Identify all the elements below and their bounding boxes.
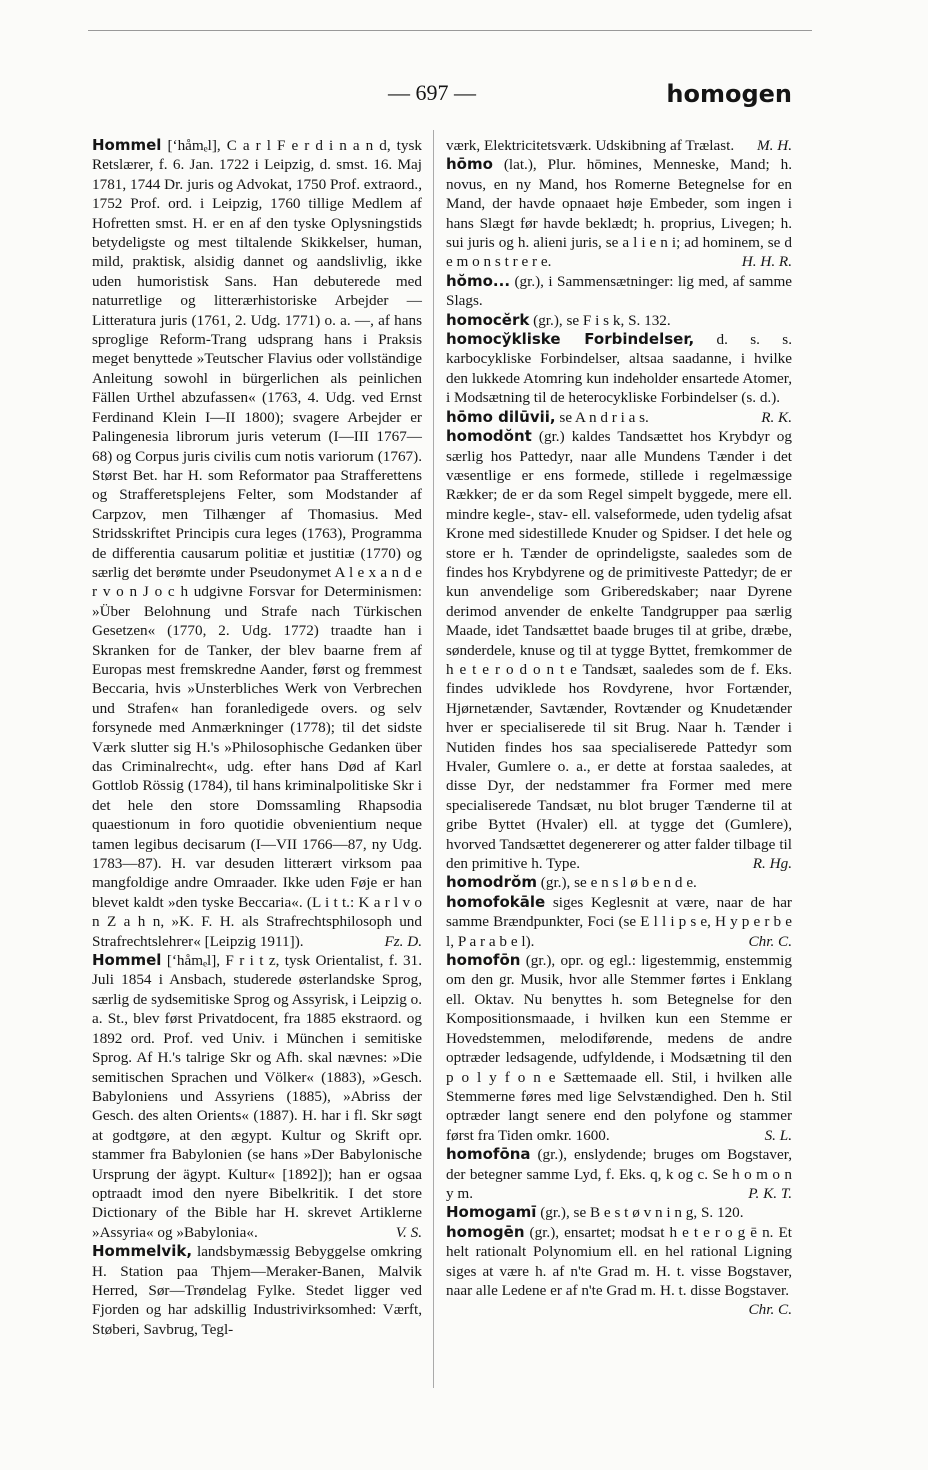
entry-homofona [446,1145,792,1203]
entry-hommel-fritz [92,951,422,1242]
entry-hommel-carl [92,136,422,951]
entry-homodont [446,427,792,873]
entry-text: (gr.), se F i s k, S. 132. [529,311,671,329]
entry-homodrom [446,873,792,892]
entry-text: [ʻhåmₑl], C a r l F e r d i n a n d, tysk Retslærer, f. 6. Jan. 1722 i Leipzig, d. smst. 16. Maj 1781, 1744 Dr. juris og Advokat, 1750 Prof. extraord., 1752 Prof. ord. i Leipzig, 1760 tillige Medlem af Hofretten smst. H. er en af den tyske Oplysningstids betydeligste og mest tiltalende Skikkelser, human, mild, praktisk, alsidig dannet og aandslivlig, ikke uden humoristisk Sans. Han debuterede med naturretlige og litterærhistoriske Arbejder — Litteratura juris (1761, 2. Udg. 1771) o. a. —, af hans sproglige Reform-Trang udsprang hans i Praksis meget benyttede »Teutscher Flavius oder vollständige Anleitung sowohl in bürgerlichen als peinlichen Fällen Urthel abzufassen« (1763, 4. Udg. ved Ernst Ferdinand Klein I—II 1800); svagere Arbejder er Palingenesia librorum juris veterum (I—III 1767—68) og Corpus juris civilis cum notis variorum (1767). Størst Bet. har H. som Reformator paa Strafferettens og Strafferetsplejens Felter, som Modstander af Carpzov, men Tilhænger af Thomasius. Med Stridsskriftet Principis cura leges (1763), Programma de differentia causarum politiæ et justitiæ (1770) og særlig det berømte under Pseudonymet A l e x a n d e r v o n J o c h udgivne Forsvar for Determinismen: »Über Belohnung und Strafe nach Türkischen Gesetzen« (1770, 2. Udg. 1772) traadte han i Skranken for de Tanker, der blev baarne frem af Europas mest fremskredne Aander, først og fremmest Beccaria, hvis »Unsterbliches Werk von Verbrechen und Strafen« han foranledigede overs. og selv forsynede med Anmærkninger (1778); til det sidste Værk slutter sig H.'s »Philosophische Gedanken über das Criminalrecht«, udg. efter hans Død af Karl Gottlob Rössig (1784), til hans kriminalpolitiske Skr i det hele den store Domssamling Rhapsodia quaestionum in foro quotidie obvenientium neque tamen legibus decisarum (I—VII 1766—87, ny Udg. 1783—87). H. var desuden litterært virksom paa mangfoldige andre Omraader. Ikke uden Føje er han blevet kaldt »den tyske Beccaria«. (L i t t.: K a r l v o n Z a h n, »K. F. H. als Strafrechtsphilosoph und Strafrechtslehrer« [Leipzig 1911]). [92,137,422,950]
headword: homogēn [446,1222,525,1241]
entry-text: se A n d r i a s. [555,408,649,426]
author-signature: V. S. [395,1223,422,1241]
top-rule [88,30,812,31]
headword: homocўkliske Forbindelser, [446,330,695,349]
author-signature: P. K. T. [748,1184,792,1202]
headword: Hommel [92,136,162,154]
entry-homofon [446,951,792,1145]
headword: Hommelvik, [92,1242,193,1261]
entry-text: [ʻhåmₑl], F r i t z, tysk Orientalist, f. 31. Juli 1854 i Ansbach, studerede østerlandske Sprog, særlig de sydsemitiske Sprog og Assyrisk, i Leipzig o. a. St., blev først Privatdocent, fra 1885 ekstraord. og 1892 ord. Prof. ved Univ. i München i semitiske Sprog. Af H.'s talrige Skr og Afh. skal nævnes: »Die semitischen Sprachen und Völker« (1883), »Gesch. Babyloniens und Assyriens (1885), »Abriss der Gesch. des alten Orients« (1887). H. har i fl. Skr søgt at godtgøre, at den ægypt. Kultur og Skrift opr. stammer fra Babylonien (se hans »Der Babylonische Ursprung der ägypt. Kultur« [1892]); han er ogsaa optraadt imod den nyere Bibelkritik. I det store Dictionary of the Bible har H. skrevet Artiklerne »Assyria« og »Babylonia«. [92,952,422,1241]
headword: homofōn [446,951,521,970]
entry-text: landsbymæssig Bebyggelse omkring H. Station paa Thjem—Meraker-Banen, Malvik Herred, Sør—Trøndelag Fylke. Stedet ligger ved Fjorden og har adskillig Industrivirksomhed: Værft, Støberi, Savbrug, Tegl- [92,1243,422,1338]
entry-text: (gr.) kaldes Tandsættet hos Krybdyr og særlig hos Pattedyr, naar alle Mundens Tænder i det væsentlige er ens formede, stillede i regelmæssige Rækker; de er da som Regel simpelt byggede, mere ell. mindre kegle-, stav- ell. valseformede, uden tydelig afsat Krone med sidestillede Knuder og Spidser. I det hele og store er h. Tænder de oprindeligste, saaledes som de findes hos Krybdyrene og de primitiveste Pattedyr; de er kun anvendelige som Griberedskaber; naar Dyrene derimod anvender de enkelte Tandgrupper paa særlig Maade, idet Tandsættet baade bruges til at gribe, dræbe, sønderdele, knuse og til at tygge Byttet, fremkommer de h e t e r o d o n t e Tandsæt, saaledes som de f. Eks. findes udviklede hos Rovdyrene, hvor Fortænder, Hjørnetænder, Savtænder, Rovtænder og Knudetænder hver er specialiserede til sit Brug. Naar h. Tænder i Nutiden findes hos saa specialiserede Pattedyr som Hvaler, Gumlere o. a., er dette at forstaa saaledes, at disse Dyr, der nedstammer fra Former med mere specialiserede Tandsæt, nu blot bruger Tænderne til at gribe Byttet (Hvaler) ell. at tygge det (Gumlere), hvorved Tandsættet degenererer og atter falder tilbage til den primitive h. Type. [446,428,792,873]
entry-homo [446,155,792,271]
entry-hommelvik [92,1242,422,1339]
entry-text: (gr.), se B e s t ø v n i n g, S. 120. [536,1204,744,1222]
headword: homodrŏm [446,873,537,892]
headword: homofōna [446,1145,531,1164]
entry-homogami [446,1203,792,1222]
entry-text: (gr.), enslydende; bruges om Bogstaver, der betegner samme Lyd, f. Eks. q, k og c. Se h o m o n y m. [446,1146,792,1202]
entry-homofokale [446,893,792,951]
author-signature: M. H. [756,137,792,154]
author-signature: R. K. [761,408,792,426]
left-column [92,136,422,1339]
running-head: homogen [666,80,792,108]
entry-text: (lat.), Plur. hōmines, Menneske, Mand; h. novus, en ny Mand, hos Romerne Betegnelse for en Mand, der havde opnaaet høje Embeder, som ingen i hans Slægt før havde beklædt; h. proprius, Livegen; h. sui juris og h. alieni juris, se a l i e n i; ad hominem, se d e m o n s t r e r e. [446,156,792,271]
author-signature: S. L. [764,1126,792,1144]
author-signature: Fz. D. [384,932,422,950]
entry-text: siges Keglesnit at være, naar de har samme Brændpunkter, Foci (se E l l i p s e, H y p e r b e l, P a r a b e l). [446,893,792,950]
page-header [0,80,928,110]
entry-text: (gr.), i Sammensætninger: lig med, af samme Slags. [446,272,792,310]
entry-text: d. s. s. karbocykliske Forbindelser, altsaa saadanne, i hvilke den lukkede Atomring kun indeholder ensartede Atomer, i Modsætning til de heterocykliske Forbindelser (s. d.). [446,331,792,407]
entry-homogen [446,1222,792,1319]
headword: hōmo [446,155,493,174]
entry-homo-prefix [446,272,792,311]
headword: hōmo dilūvii, [446,407,556,426]
page-number: — 697 — [388,80,476,105]
entry-text: (gr.), se e n s l ø b e n d e. [537,874,697,892]
entry-homo-diluvii [446,408,792,427]
entry-text: værk, Elektricitetsværk. Udskibning af Trælast. [446,137,735,154]
column-divider [433,130,434,1388]
author-signature: Chr. C. [748,932,792,950]
headword: homofokāle [446,892,546,911]
headword: homocĕrk [446,310,530,329]
entry-homocerk [446,311,792,330]
headword: Hommel [92,951,162,970]
right-column [446,136,792,1320]
entry-text: (gr.), ensartet; modsat h e t e r o g ē n. Et helt rationalt Polynomium ell. en hel rational Ligning siges at være h. af n'te Grad m. H. t. visse Bogstaver, naar alle Ledene er af n'te Grad m. H. t. disse Bogstaver. [446,1223,792,1299]
author-signature: R. Hg. [752,855,792,873]
entry-text: (gr.), opr. og egl.: ligestemmig, enstemmig om den gr. Musik, hvor alle Stemmer førtes i Enklang ell. Oktav. Nu benyttes h. som Betegnelse for den Kompositionsmaade, i hvilken kun een Stemme er Hovedstemmen, melodiførende, medens de andre optræder ledsagende, udfyldende, i Modsætning til den p o l y f o n e Sættemaade ell. Stil, i hvilken alle Stemmerne føres med lige Selvstændighed. Den h. Stil optræder langt senere end den polyfone og stammer først fra Tiden omkr. 1600. [446,952,792,1144]
headword: Homogamī [446,1203,537,1222]
headword: homodŏnt [446,427,532,446]
author-signature: Chr. C. [748,1301,792,1319]
headword: hŏmo... [446,271,511,290]
author-signature: H. H. R. [741,253,792,271]
entry-continuation [446,136,792,155]
